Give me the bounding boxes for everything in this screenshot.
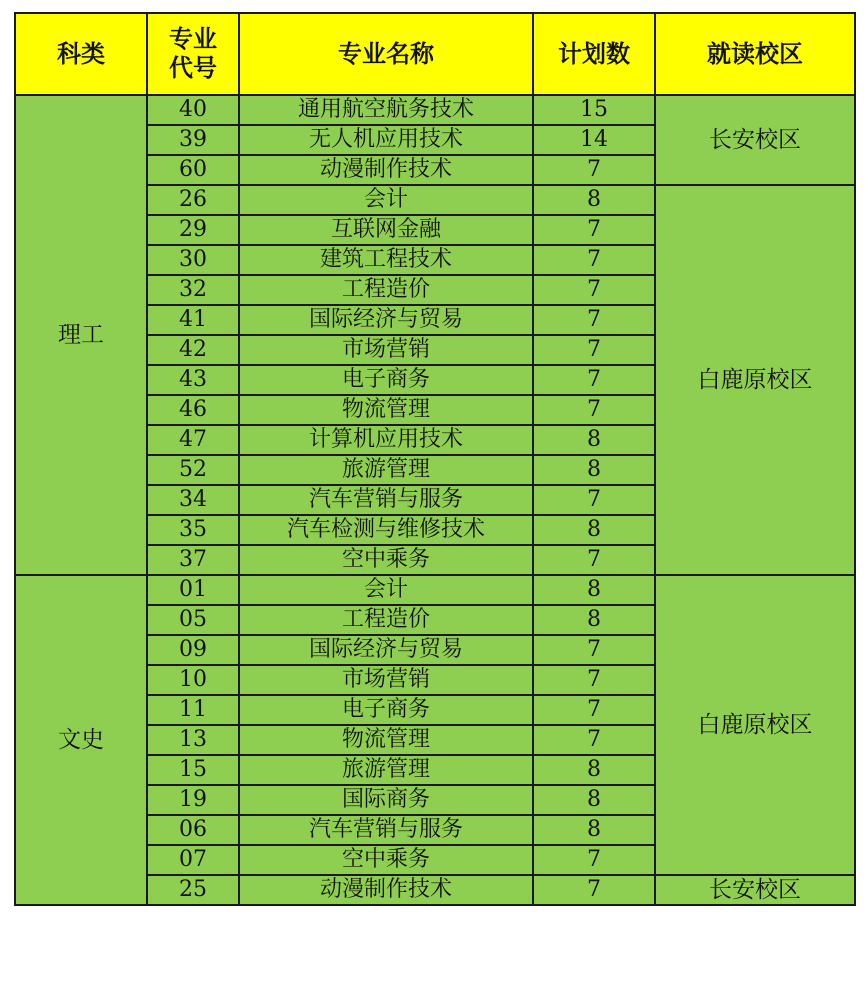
campus-bailuyuan: 白鹿原校区 [655,185,855,575]
major-code: 29 [147,215,239,245]
major-name: 动漫制作技术 [239,875,533,905]
plan-count: 7 [533,365,655,395]
campus-bailuyuan: 白鹿原校区 [655,575,855,875]
major-code: 09 [147,635,239,665]
plan-count: 8 [533,425,655,455]
major-code: 52 [147,455,239,485]
major-code: 32 [147,275,239,305]
header-major-code-line2: 代号 [169,54,217,82]
major-code: 05 [147,605,239,635]
plan-count: 7 [533,875,655,905]
enrollment-plan-table-container [14,12,854,906]
header-major-name: 专业名称 [239,13,533,95]
major-code: 01 [147,575,239,605]
table-row [15,575,855,605]
plan-count: 7 [533,845,655,875]
plan-count: 7 [533,695,655,725]
major-code: 47 [147,425,239,455]
major-name: 会计 [239,575,533,605]
plan-count: 7 [533,725,655,755]
major-code: 41 [147,305,239,335]
major-code: 26 [147,185,239,215]
major-code: 37 [147,545,239,575]
major-name: 空中乘务 [239,545,533,575]
table-row [15,95,855,125]
major-code: 34 [147,485,239,515]
plan-count: 7 [533,545,655,575]
header-category: 科类 [15,13,147,95]
campus-changan: 长安校区 [655,95,855,185]
major-name: 无人机应用技术 [239,125,533,155]
major-code: 15 [147,755,239,785]
major-code: 10 [147,665,239,695]
plan-count: 8 [533,515,655,545]
header-campus: 就读校区 [655,13,855,95]
plan-count: 8 [533,785,655,815]
major-name: 汽车营销与服务 [239,485,533,515]
category-science: 理工 [15,95,147,575]
plan-count: 7 [533,215,655,245]
major-name: 物流管理 [239,395,533,425]
plan-count: 8 [533,185,655,215]
plan-count: 7 [533,335,655,365]
major-name: 计算机应用技术 [239,425,533,455]
header-plan-count: 计划数 [533,13,655,95]
major-name: 国际商务 [239,785,533,815]
major-code: 40 [147,95,239,125]
major-code: 11 [147,695,239,725]
major-code: 06 [147,815,239,845]
plan-count: 14 [533,125,655,155]
major-name: 空中乘务 [239,845,533,875]
plan-count: 7 [533,305,655,335]
major-name: 通用航空航务技术 [239,95,533,125]
major-code: 30 [147,245,239,275]
major-name: 物流管理 [239,725,533,755]
major-code: 39 [147,125,239,155]
major-code: 42 [147,335,239,365]
category-arts: 文史 [15,575,147,905]
plan-count: 7 [533,275,655,305]
major-name: 工程造价 [239,275,533,305]
major-name: 汽车检测与维修技术 [239,515,533,545]
major-name: 国际经济与贸易 [239,305,533,335]
plan-count: 15 [533,95,655,125]
table-header-row [15,13,855,95]
major-name: 电子商务 [239,365,533,395]
major-name: 电子商务 [239,695,533,725]
major-code: 35 [147,515,239,545]
plan-count: 8 [533,815,655,845]
major-code: 25 [147,875,239,905]
major-code: 07 [147,845,239,875]
major-code: 43 [147,365,239,395]
campus-changan: 长安校区 [655,875,855,905]
plan-count: 7 [533,485,655,515]
major-name: 市场营销 [239,335,533,365]
plan-count: 8 [533,575,655,605]
major-name: 工程造价 [239,605,533,635]
major-name: 旅游管理 [239,755,533,785]
header-major-code [147,13,239,95]
major-code: 46 [147,395,239,425]
major-name: 市场营销 [239,665,533,695]
major-code: 19 [147,785,239,815]
major-name: 旅游管理 [239,455,533,485]
plan-count: 7 [533,395,655,425]
major-code: 60 [147,155,239,185]
plan-count: 8 [533,605,655,635]
major-name: 会计 [239,185,533,215]
plan-count: 7 [533,245,655,275]
major-code: 13 [147,725,239,755]
plan-count: 7 [533,635,655,665]
major-name: 国际经济与贸易 [239,635,533,665]
plan-count: 8 [533,455,655,485]
major-name: 动漫制作技术 [239,155,533,185]
plan-count: 8 [533,755,655,785]
major-name: 互联网金融 [239,215,533,245]
major-name: 建筑工程技术 [239,245,533,275]
plan-count: 7 [533,665,655,695]
major-name: 汽车营销与服务 [239,815,533,845]
plan-count: 7 [533,155,655,185]
header-major-code-line1: 专业 [169,25,217,53]
enrollment-plan-table [14,12,856,906]
